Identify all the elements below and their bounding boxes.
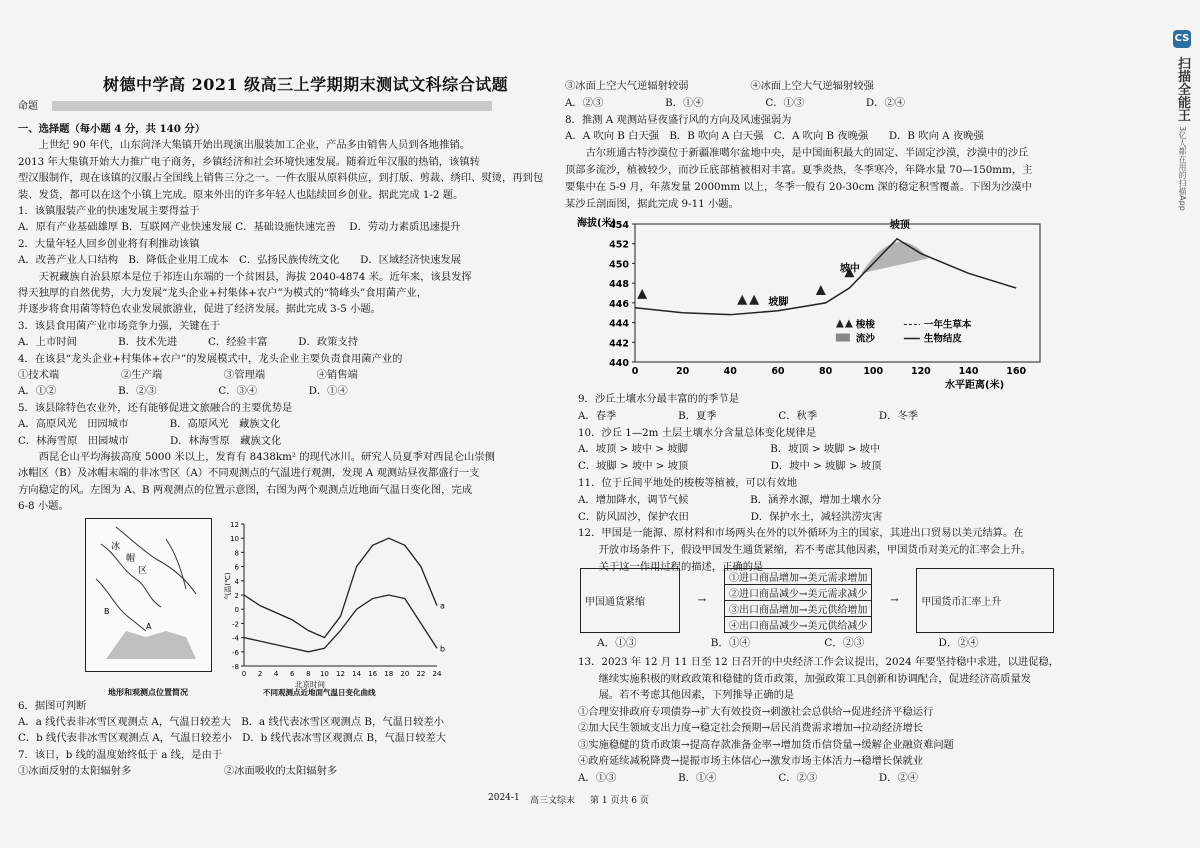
x-tick-label: 0: [241, 670, 247, 678]
flow-diagram: [580, 568, 1054, 633]
x-tick-label: 80: [818, 366, 833, 377]
x-tick-label: 12: [336, 670, 345, 678]
text-line: ③实施稳健的货币政策→提高存款准备金率→增加货币信贷量→缓解企业融资难问题: [578, 738, 954, 751]
y-tick-label: 448: [609, 279, 629, 291]
series-line-a: [244, 538, 437, 637]
y-tick-label: -4: [232, 634, 239, 643]
text-line: ③冰面上空大气逆辐射较弱 ④冰面上空大气逆辐射较强: [565, 80, 874, 92]
text-line: C．坡脚 > 坡中 > 坡顶 D．坡中 > 坡脚 > 坡顶: [578, 460, 882, 473]
y-tick-label: 8: [234, 549, 239, 558]
text-line: 6．据图可判断: [18, 700, 87, 712]
text-line: ①冰面反射的太阳辐射多 ②冰面吸收的太阳辐射多: [18, 764, 338, 777]
text-line: 关于这一作用过程的描述，正确的是: [578, 561, 764, 573]
series-label-b: b: [440, 644, 446, 654]
map-caption: 地形和观测点位置简况: [108, 687, 188, 697]
text-line: 9．沙丘土壤水分最丰富的的季节是: [578, 393, 740, 405]
text-line: 某沙丘剖面图，据此完成 9-11 小题。: [565, 197, 739, 210]
scanner-logo: CS: [1173, 30, 1191, 48]
legend-symbol-haloxylon: [836, 320, 853, 328]
x-tick-label: 14: [352, 670, 362, 678]
scanner-stamp: [1170, 30, 1192, 211]
text-line: 装、发货，都可以在这个小镇上完成。原来外出的许多年轻人也陆续回乡创业。据此完成 1-2 题。: [18, 188, 464, 201]
x-tick-label: 60: [771, 366, 785, 377]
x-tick-label: 24: [432, 670, 442, 678]
flow-right: 甲国货币汇率上升: [917, 569, 1054, 633]
y-tick-label: 10: [230, 535, 239, 544]
x-tick-label: 120: [910, 366, 931, 377]
text-line: A．原有产业基础雄厚 B．互联网产业快速发展 C．基础设施快速完善 D．劳动力素质迅速提升: [18, 221, 461, 234]
x-axis-label: 水平距离(米): [945, 380, 1005, 391]
text-line: 开放市场条件下，假设甲国发生通货紧缩，若不考虑其他因素，甲国货币对美元的汇率会上升。: [578, 544, 1032, 557]
flow-left: 甲国通货紧缩: [581, 569, 680, 633]
proposer-label: 命题: [18, 101, 38, 112]
scanner-name: 扫描全能王: [1175, 56, 1190, 122]
x-tick-label: 8: [306, 670, 311, 678]
text-line: 11．位于丘间平地处的梭梭等植被，可以有效地: [578, 477, 798, 489]
dune-profile-line: [635, 239, 1016, 315]
text-line: A．②③ B．①④ C．①③ D．②④: [565, 96, 906, 109]
footer-code: 2024-1: [488, 793, 520, 803]
x-tick-label: 22: [416, 670, 426, 678]
y-tick-label: 446: [609, 298, 629, 310]
text-line: 10．沙丘 1—2m 土层土壤水分含量总体变化规律是: [578, 426, 817, 439]
slope-label: 坡中: [839, 263, 860, 275]
x-tick-label: 40: [723, 366, 737, 377]
y-tick-label: 2: [234, 592, 239, 600]
redaction-bar: [52, 101, 492, 111]
x-tick-label: 100: [863, 366, 884, 377]
y-tick-label: 444: [609, 318, 629, 330]
scanner-tagline: 3亿人都在用的扫描App: [1178, 126, 1187, 211]
map-point-a: A: [146, 622, 152, 631]
y-tick-label: 12: [230, 521, 239, 529]
text-line: A．春季 B．夏季 C．秋季 D．冬季: [578, 409, 919, 422]
text-line: A．增加降水，调节气候 B．涵养水源，增加土壤水分: [578, 493, 882, 506]
x-tick-label: 20: [400, 670, 410, 678]
x-tick-label: 16: [368, 670, 378, 678]
x-tick-label: 20: [676, 366, 690, 377]
slope-label: 坡顶: [889, 219, 910, 231]
text-line: A．上市时间 B．技术先进 C．经验丰富 D．政策支持: [18, 336, 359, 349]
text-line: 天祝藏族自治县原本是位于祁连山东端的一个贫困县，海拔 2040-4874 米。近年来，该县发挥: [18, 270, 472, 283]
shifting-sand: [861, 242, 928, 273]
map-label-3: 区: [138, 566, 148, 576]
map-point-b: B: [104, 607, 110, 616]
x-tick-label: 140: [958, 366, 979, 377]
map-label-2: 帽: [126, 554, 136, 564]
text-line: 12．甲国是一能源、原材料和市场两头在外的以外循环为主的国家，其进出口贸易以美元结算。在: [578, 527, 1024, 540]
x-tick-label: 2: [257, 670, 263, 678]
text-line: 古尔班通古特沙漠位于新疆准噶尔盆地中央，是中国面积最大的固定、半固定沙漠，沙漠中的沙丘: [565, 147, 1029, 160]
text-line: 展。若不考虑其他因素，下列推导正确的是: [578, 689, 795, 701]
text-line: C．b 线代表非冰雪区观测点 A，气温日较差小 D．b 线代表冰雪区观测点 B，气温日较差大: [18, 732, 447, 745]
text-line: 顶部多流沙，植被较少，而沙丘底部植被相对丰富。夏季炎热，冬季寒冷，年降水量 70—150mm，主: [565, 164, 1033, 176]
text-line: 得天独厚的自然优势，大力发展“龙头企业+村集体+农户”为模式的“犄峰头”食用菌产业，: [18, 287, 427, 299]
y-tick-label: 4: [234, 577, 239, 586]
haloxylon-marker: [816, 285, 826, 295]
text-line: 继续实施积极的财政政策和稳健的货币政策，加强政策工具创新和协调配合，促进经济高质量发: [578, 672, 1032, 685]
x-tick-label: 10: [319, 670, 329, 678]
text-line: 4．在该县“龙头企业+村集体+农户”的发展模式中，龙头企业主要负责食用菌产业的: [18, 352, 403, 365]
text-line: A．坡顶 > 坡中 > 坡脚 B．坡顶 > 坡脚 > 坡中: [578, 443, 881, 456]
text-line: A．①③ B．①④ C．②③ D．②④: [578, 771, 919, 784]
text-line: 方向稳定的风。左图为 A、B 两观测点的位置示意图，右图为两个观测点近地面气温日变化图，完成: [18, 483, 473, 496]
dune-profile-chart: [575, 214, 1050, 396]
text-line: 2013 年大集镇开始大力推广电子商务，乡镇经济和社会环境快速发展。随着近年汉服的热销，该镇转: [18, 155, 480, 168]
legend-symbol-sand: [836, 334, 850, 342]
y-tick-label: -2: [232, 620, 239, 629]
flow-item-3: ③出口商品增加→美元供给增加: [725, 601, 872, 617]
x-tick-label: 160: [1006, 366, 1027, 377]
text-line: 1．该镇服装产业的快速发展主要得益于: [18, 205, 200, 217]
y-tick-label: -8: [232, 663, 239, 671]
location-map: [85, 518, 212, 672]
legend-label: 生物结皮: [923, 333, 962, 345]
y-axis-title: 海拔(米): [577, 218, 617, 229]
footer-page: 第 1 页共 6 页: [590, 796, 649, 806]
text-line: ①技术端 ②生产端 ③管理端 ④销售端: [18, 369, 358, 381]
x-tick-label: 6: [290, 670, 295, 678]
haloxylon-marker: [637, 289, 647, 299]
text-line: 并逐步将食用菌等特色农业发展旅游业，促进了经济发展。据此完成 3-5 小题。: [18, 303, 381, 316]
text-line: A．A 吹向 B 白天强 B．B 吹向 A 白天强 C．A 吹向 B 夜晚强 D．B 吹向 A 夜晚强: [565, 130, 984, 143]
footer-mid: 高三文综末: [530, 796, 576, 806]
y-tick-label: 6: [234, 563, 239, 572]
temp-chart-xlabel: 北京时间: [295, 680, 325, 689]
text-line: 一、选择题（每小题 4 分，共 140 分）: [18, 123, 206, 135]
x-tick-label: 0: [631, 366, 639, 377]
x-tick-label: 18: [384, 670, 394, 678]
text-line: A．改善产业人口结构 B．降低企业用工成本 C．弘扬民族传统文化 D．区域经济快速发展: [18, 254, 462, 267]
temp-chart-caption: 不同观测点近地面气温日变化曲线: [263, 688, 376, 697]
text-line: ④政府延续减税降费→提振市场主体信心→激发市场主体活力→稳增长保就业: [578, 755, 924, 767]
legend-label: 梭梭: [855, 319, 875, 331]
text-line: 冰帽区（B）及冰帽末端的非冰雪区（A）不同观测点的气温进行观测，发现 A 观测站昼夜都盛行一支: [18, 467, 480, 480]
text-line: A．①② B．②③ C．③④ D．①④: [18, 385, 348, 398]
legend-label: 一年生草本: [923, 319, 972, 331]
q12-answers: A．①③ B．①④ C．②③ D．②④: [597, 637, 979, 649]
text-line: 要集中在 5-9 月，年蒸发量 2000mm 以上，冬季一般有 20-30cm 深的稳定积雪覆盖。下图为沙漠中: [565, 180, 1032, 193]
text-line: 8．推测 A 观测站昼夜盛行风的方向及风速强弱为: [565, 113, 792, 126]
y-tick-label: -6: [232, 648, 239, 657]
text-line: ②加大民生领域支出力度→稳定社会预期→居民消费需求增加→拉动经济增长: [578, 722, 924, 734]
series-line-b: [244, 595, 437, 652]
text-line: 7．该日，b 线的温度始终低于 a 线，是由于: [18, 748, 223, 761]
text-line: ①合理安排政府专项债券→扩大有效投资→刺激社会总供给→促进经济平稳运行: [578, 705, 934, 718]
exam-title: 树德中学高 2021 级高三上学期期末测试文科综合试题: [103, 75, 509, 94]
text-line: 2．大量年轻人回乡创业将有利推动该镇: [18, 237, 200, 250]
legend-label: 流沙: [855, 333, 875, 345]
flow-item-1: ①进口商品增加→美元需求增加: [725, 569, 872, 585]
text-line: 5．该县除特色农业外，还有能够促进文旅融合的主要优势是: [18, 401, 293, 414]
y-tick-label: 452: [609, 239, 629, 251]
text-line: C．林海雪原 田园城市 D．林海雪原 藏族文化: [18, 434, 282, 447]
y-tick-label: 450: [609, 259, 629, 271]
series-label-a: a: [440, 601, 445, 611]
map-label-1: 冰: [111, 542, 121, 552]
y-tick-label: 442: [609, 338, 629, 350]
text-line: 西昆仑山平均海拔高度 5000 米以上，发育有 8438km² 的现代冰川。研究人员夏季对西昆仑山崇侧: [18, 451, 495, 463]
flow-item-2: ②进口商品减少→美元需求减少: [725, 585, 872, 601]
flow-arrow-2: →: [890, 595, 899, 606]
text-line: 上世纪 90 年代，山东菏泽大集镇开始出现演出服装加工企业，产品多由销售人员到各地推销。: [18, 139, 471, 152]
y-tick-label: 440: [609, 358, 629, 369]
location-map-svg: [86, 519, 211, 671]
text-line: 6-8 小题。: [18, 500, 69, 513]
text-line: C．防风固沙，保护农田 D．保护水土，减轻洪涝灾害: [578, 510, 883, 523]
text-line: A．a 线代表非冰雪区观测点 A，气温日较差大 B．a 线代表冰雪区观测点 B，气温日较差小: [18, 716, 445, 729]
x-tick-label: 4: [273, 670, 279, 678]
haloxylon-marker: [749, 295, 759, 305]
y-axis-label: 气温(℃): [224, 572, 232, 600]
haloxylon-marker: [737, 295, 747, 305]
y-tick-label: 454: [609, 220, 629, 231]
flow-item-4: ④出口商品减少→美元供给减少: [725, 617, 872, 633]
slope-label: 坡脚: [768, 296, 789, 308]
text-line: A．高原风光 田园城市 B．高原风光 藏族文化: [18, 418, 281, 431]
flow-arrow-1: →: [697, 595, 707, 606]
text-line: 型汉服制作，现在该镇的汉服占全国线上销售三分之一。一件衣服从原料供应，到打版、剪裁、绣印、熨烫，再到包: [18, 172, 544, 185]
temperature-chart: [222, 516, 447, 691]
y-tick-label: 0: [234, 606, 239, 615]
text-line: 13．2023 年 12 月 11 日至 12 日召开的中央经济工作会议提出，2024 年要坚持稳中求进，以进促稳，: [578, 656, 1060, 668]
text-line: 3．该县食用菌产业市场竞争力强，关键在于: [18, 319, 221, 332]
